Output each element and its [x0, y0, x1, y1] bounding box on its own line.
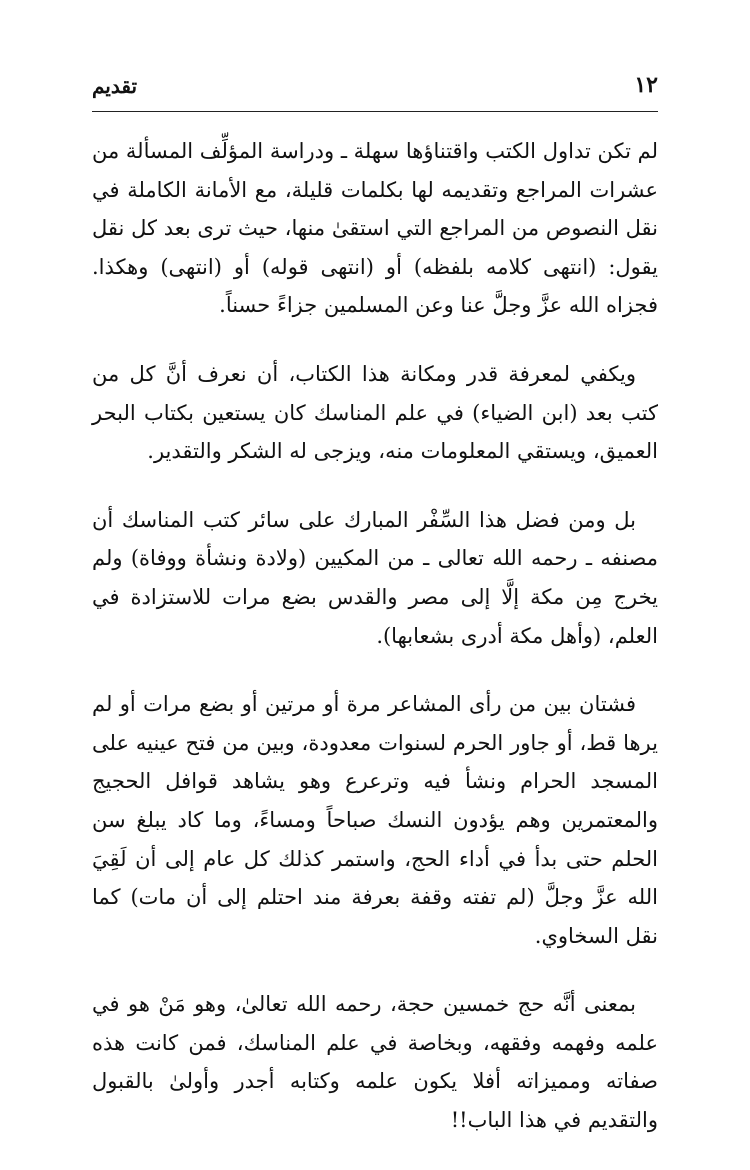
- paragraph: فشتان بين من رأى المشاعر مرة أو مرتين أو بضع مرات أو لم يرها قط، أو جاور الحرم لسنوات معدودة، وبين من فتح عينيه على المسجد الحرام ونشأ فيه وترعرع وهو يشاهد قوافل الحجيج والمعتمرين وهم يؤدون النسك صباحاً ومساءً، وما كاد يبلغ سن الحلم حتى بدأ في أداء الحج، واستمر كذلك كل عام إلى أن لَقِيَ الله عزَّ وجلَّ (لم تفته وقفة بعرفة مند احتلم إلى أن مات) كما نقل السخاوي.: [92, 692, 658, 948]
- paragraph: بمعنى أنَّه حج خمسين حجة، رحمه الله تعالىٰ، وهو مَنْ هو في علمه وفهمه وفقهه، وبخاصة في علم المناسك، فمن كانت هذه صفاته ومميزاته أفلا يكون علمه وكتابه أجدر وأولىٰ بالقبول والتقديم في هذا الباب!!: [92, 992, 658, 1133]
- paragraph: ويكفي لمعرفة قدر ومكانة هذا الكتاب، أن نعرف أنَّ كل من كتب بعد (ابن الضياء) في علم المناسك كان يستعين بكتاب البحر العميق، ويستقي المعلومات منه، ويزجى له الشكر والتقدير.: [92, 361, 658, 464]
- body-text: [92, 132, 658, 1170]
- paragraph: لم تكن تداول الكتب واقتناؤها سهلة ـ ودراسة المؤلِّف المسألة من عشرات المراجع وتقديمه لها بكلمات قليلة، مع الأمانة الكاملة في نقل النصوص من المراجع التي استقىٰ منها، حيث ترى بعد كل نقل يقول: (انتهى كلامه بلفظه) أو (انتهى قوله) أو (انتهى) وهكذا. فجزاه الله عزَّ وجلَّ عنا وعن المسلمين جزاءً حسناً.: [92, 139, 658, 318]
- running-title: تقديم: [92, 74, 138, 98]
- paragraph: بل ومن فضل هذا السِّفْر المبارك على سائر كتب المناسك أن مصنفه ـ رحمه الله تعالى ـ من المكيين (ولادة ونشأة ووفاة) ولم يخرج مِن مكة إلَّا إلى مصر والقدس بضع مرات للاستزادة في العلم، (وأهل مكة أدرى بشعابها).: [92, 507, 658, 648]
- header-rule: [92, 111, 658, 112]
- page-header: [92, 68, 658, 104]
- page-number: ١٢: [634, 72, 658, 98]
